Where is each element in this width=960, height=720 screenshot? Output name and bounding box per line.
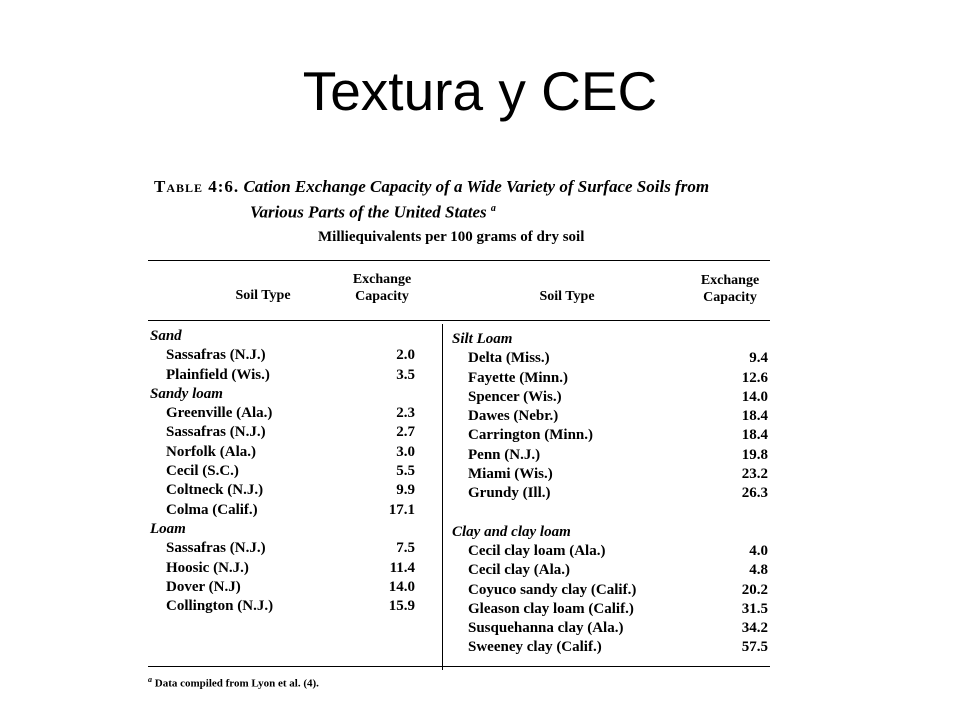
- exchange-capacity-cell: 2.0: [396, 347, 415, 364]
- soil-name-cell: Miami (Wis.): [468, 466, 553, 483]
- table-row: [452, 370, 770, 389]
- soil-name-cell: Hoosic (N.J.): [166, 559, 249, 576]
- soil-name-cell: Sassafras (N.J.): [166, 424, 266, 441]
- units-label: Milliequivalents per 100 grams of dry soil: [318, 229, 585, 245]
- table-row: [452, 639, 770, 658]
- soil-name-cell: Sassafras (N.J.): [166, 347, 266, 364]
- header-rule: [148, 320, 770, 321]
- exchange-capacity-cell: 14.0: [741, 388, 768, 405]
- table-caption: [154, 176, 774, 224]
- right-exchange-header-line1: Exchange: [700, 273, 760, 288]
- exchange-capacity-cell: 5.5: [396, 463, 415, 480]
- top-rule: [148, 260, 770, 261]
- soil-name-cell: Sassafras (N.J.): [166, 540, 266, 557]
- right-exchange-header-line2: Capacity: [703, 290, 757, 305]
- table-title-line1: Cation Exchange Capacity of a Wide Variety of Surface Soils from: [243, 177, 710, 196]
- table-row: [452, 427, 770, 446]
- exchange-capacity-cell: 31.5: [741, 600, 768, 617]
- group-heading-row: [452, 331, 770, 350]
- table-row: [150, 347, 440, 366]
- right-exchange-header: [685, 272, 775, 306]
- table-title-line2: Various Parts of the United States: [250, 202, 487, 222]
- table-row: [150, 598, 440, 617]
- soil-name-cell: Cecil clay loam (Ala.): [468, 542, 606, 559]
- soil-name-cell: Cecil clay (Ala.): [468, 562, 571, 579]
- soil-name-cell: Plainfield (Wis.): [166, 366, 270, 383]
- table-row: [150, 405, 440, 424]
- soil-name-cell: Colma (Calif.): [166, 501, 258, 518]
- table-label: Table 4:6.: [154, 177, 240, 196]
- soil-name-cell: Greenville (Ala.): [166, 405, 273, 422]
- right-column: [452, 331, 770, 659]
- exchange-capacity-cell: 7.5: [396, 540, 415, 557]
- table-row: [150, 560, 440, 579]
- exchange-capacity-cell: 17.1: [388, 501, 415, 518]
- soil-name-cell: Delta (Miss.): [468, 350, 550, 367]
- footnote: [148, 675, 319, 690]
- group-spacer: [452, 505, 770, 524]
- bottom-rule: [148, 666, 770, 667]
- column-divider: [442, 324, 443, 670]
- left-exchange-header: [332, 271, 432, 305]
- soil-name-cell: Collington (N.J.): [166, 598, 274, 615]
- left-soil-type-header: Soil Type: [235, 288, 291, 303]
- table-row: [150, 444, 440, 463]
- soil-name-cell: Coltneck (N.J.): [166, 482, 264, 499]
- group-heading-row: [150, 328, 440, 347]
- footnote-text: Data compiled from Lyon et al. (4).: [154, 677, 319, 690]
- table-row: [452, 562, 770, 581]
- table-row: [150, 424, 440, 443]
- exchange-capacity-cell: 15.9: [388, 598, 415, 615]
- exchange-capacity-cell: 23.2: [741, 466, 768, 483]
- table-row: [150, 463, 440, 482]
- exchange-capacity-cell: 2.3: [396, 405, 415, 422]
- soil-name-cell: Dover (N.J): [166, 578, 241, 595]
- soil-name-cell: Sweeney clay (Calif.): [468, 639, 602, 656]
- exchange-capacity-cell: 4.0: [749, 542, 768, 559]
- exchange-capacity-cell: 18.4: [741, 408, 768, 425]
- title-note-mark: a: [490, 203, 496, 214]
- soil-name-cell: Coyuco sandy clay (Calif.): [468, 581, 637, 598]
- group-heading: Sand: [150, 328, 182, 344]
- exchange-capacity-cell: 11.4: [389, 559, 415, 576]
- exchange-capacity-cell: 18.4: [741, 427, 768, 444]
- soil-name-cell: Penn (N.J.): [468, 446, 541, 463]
- exchange-capacity-cell: 19.8: [741, 446, 768, 463]
- left-column: [150, 328, 440, 617]
- soil-name-cell: Carrington (Minn.): [468, 427, 593, 444]
- table-row: [452, 350, 770, 369]
- table-row: [452, 543, 770, 562]
- soil-name-cell: Norfolk (Ala.): [166, 443, 256, 460]
- table-row: [452, 408, 770, 427]
- left-exchange-header-line1: Exchange: [352, 272, 412, 287]
- table-row: [452, 620, 770, 639]
- exchange-capacity-cell: 20.2: [741, 581, 768, 598]
- exchange-capacity-cell: 9.9: [396, 482, 415, 499]
- table-row: [452, 447, 770, 466]
- footnote-mark: a: [148, 675, 152, 684]
- table-row: [452, 582, 770, 601]
- exchange-capacity-cell: 14.0: [388, 578, 415, 595]
- right-soil-type-header: Soil Type: [539, 289, 595, 304]
- soil-name-cell: Spencer (Wis.): [468, 388, 562, 405]
- slide-title: Textura y CEC: [302, 60, 658, 122]
- table-row: [452, 389, 770, 408]
- soil-name-cell: Dawes (Nebr.): [468, 408, 559, 425]
- soil-name-cell: Gleason clay loam (Calif.): [468, 600, 634, 617]
- table-row: [150, 579, 440, 598]
- group-heading-row: [150, 521, 440, 540]
- table-row: [452, 485, 770, 504]
- group-heading: Sandy loam: [150, 385, 223, 402]
- group-heading: Loam: [150, 520, 186, 537]
- table-row: [452, 466, 770, 485]
- table-row: [150, 502, 440, 521]
- soil-name-cell: Grundy (Ill.): [468, 485, 551, 502]
- exchange-capacity-cell: 12.6: [741, 369, 768, 386]
- group-heading: Silt Loam: [452, 331, 513, 347]
- exchange-capacity-cell: 9.4: [749, 350, 768, 367]
- table-scan: [140, 170, 780, 700]
- exchange-capacity-cell: 57.5: [741, 639, 768, 656]
- group-heading: Clay and clay loam: [452, 523, 571, 540]
- group-heading-row: [452, 524, 770, 543]
- group-heading-row: [150, 386, 440, 405]
- soil-name-cell: Cecil (S.C.): [166, 463, 239, 480]
- exchange-capacity-cell: 3.0: [396, 443, 415, 460]
- soil-name-cell: Susquehanna clay (Ala.): [468, 620, 624, 637]
- table-row: [452, 601, 770, 620]
- exchange-capacity-cell: 34.2: [741, 620, 768, 637]
- exchange-capacity-cell: 4.8: [749, 562, 768, 579]
- exchange-capacity-cell: 2.7: [396, 424, 415, 441]
- exchange-capacity-cell: 26.3: [741, 485, 768, 502]
- exchange-capacity-cell: 3.5: [396, 366, 415, 383]
- left-exchange-header-line2: Capacity: [355, 289, 409, 304]
- table-row: [150, 482, 440, 501]
- soil-name-cell: Fayette (Minn.): [468, 369, 568, 386]
- table-row: [150, 367, 440, 386]
- table-row: [150, 540, 440, 559]
